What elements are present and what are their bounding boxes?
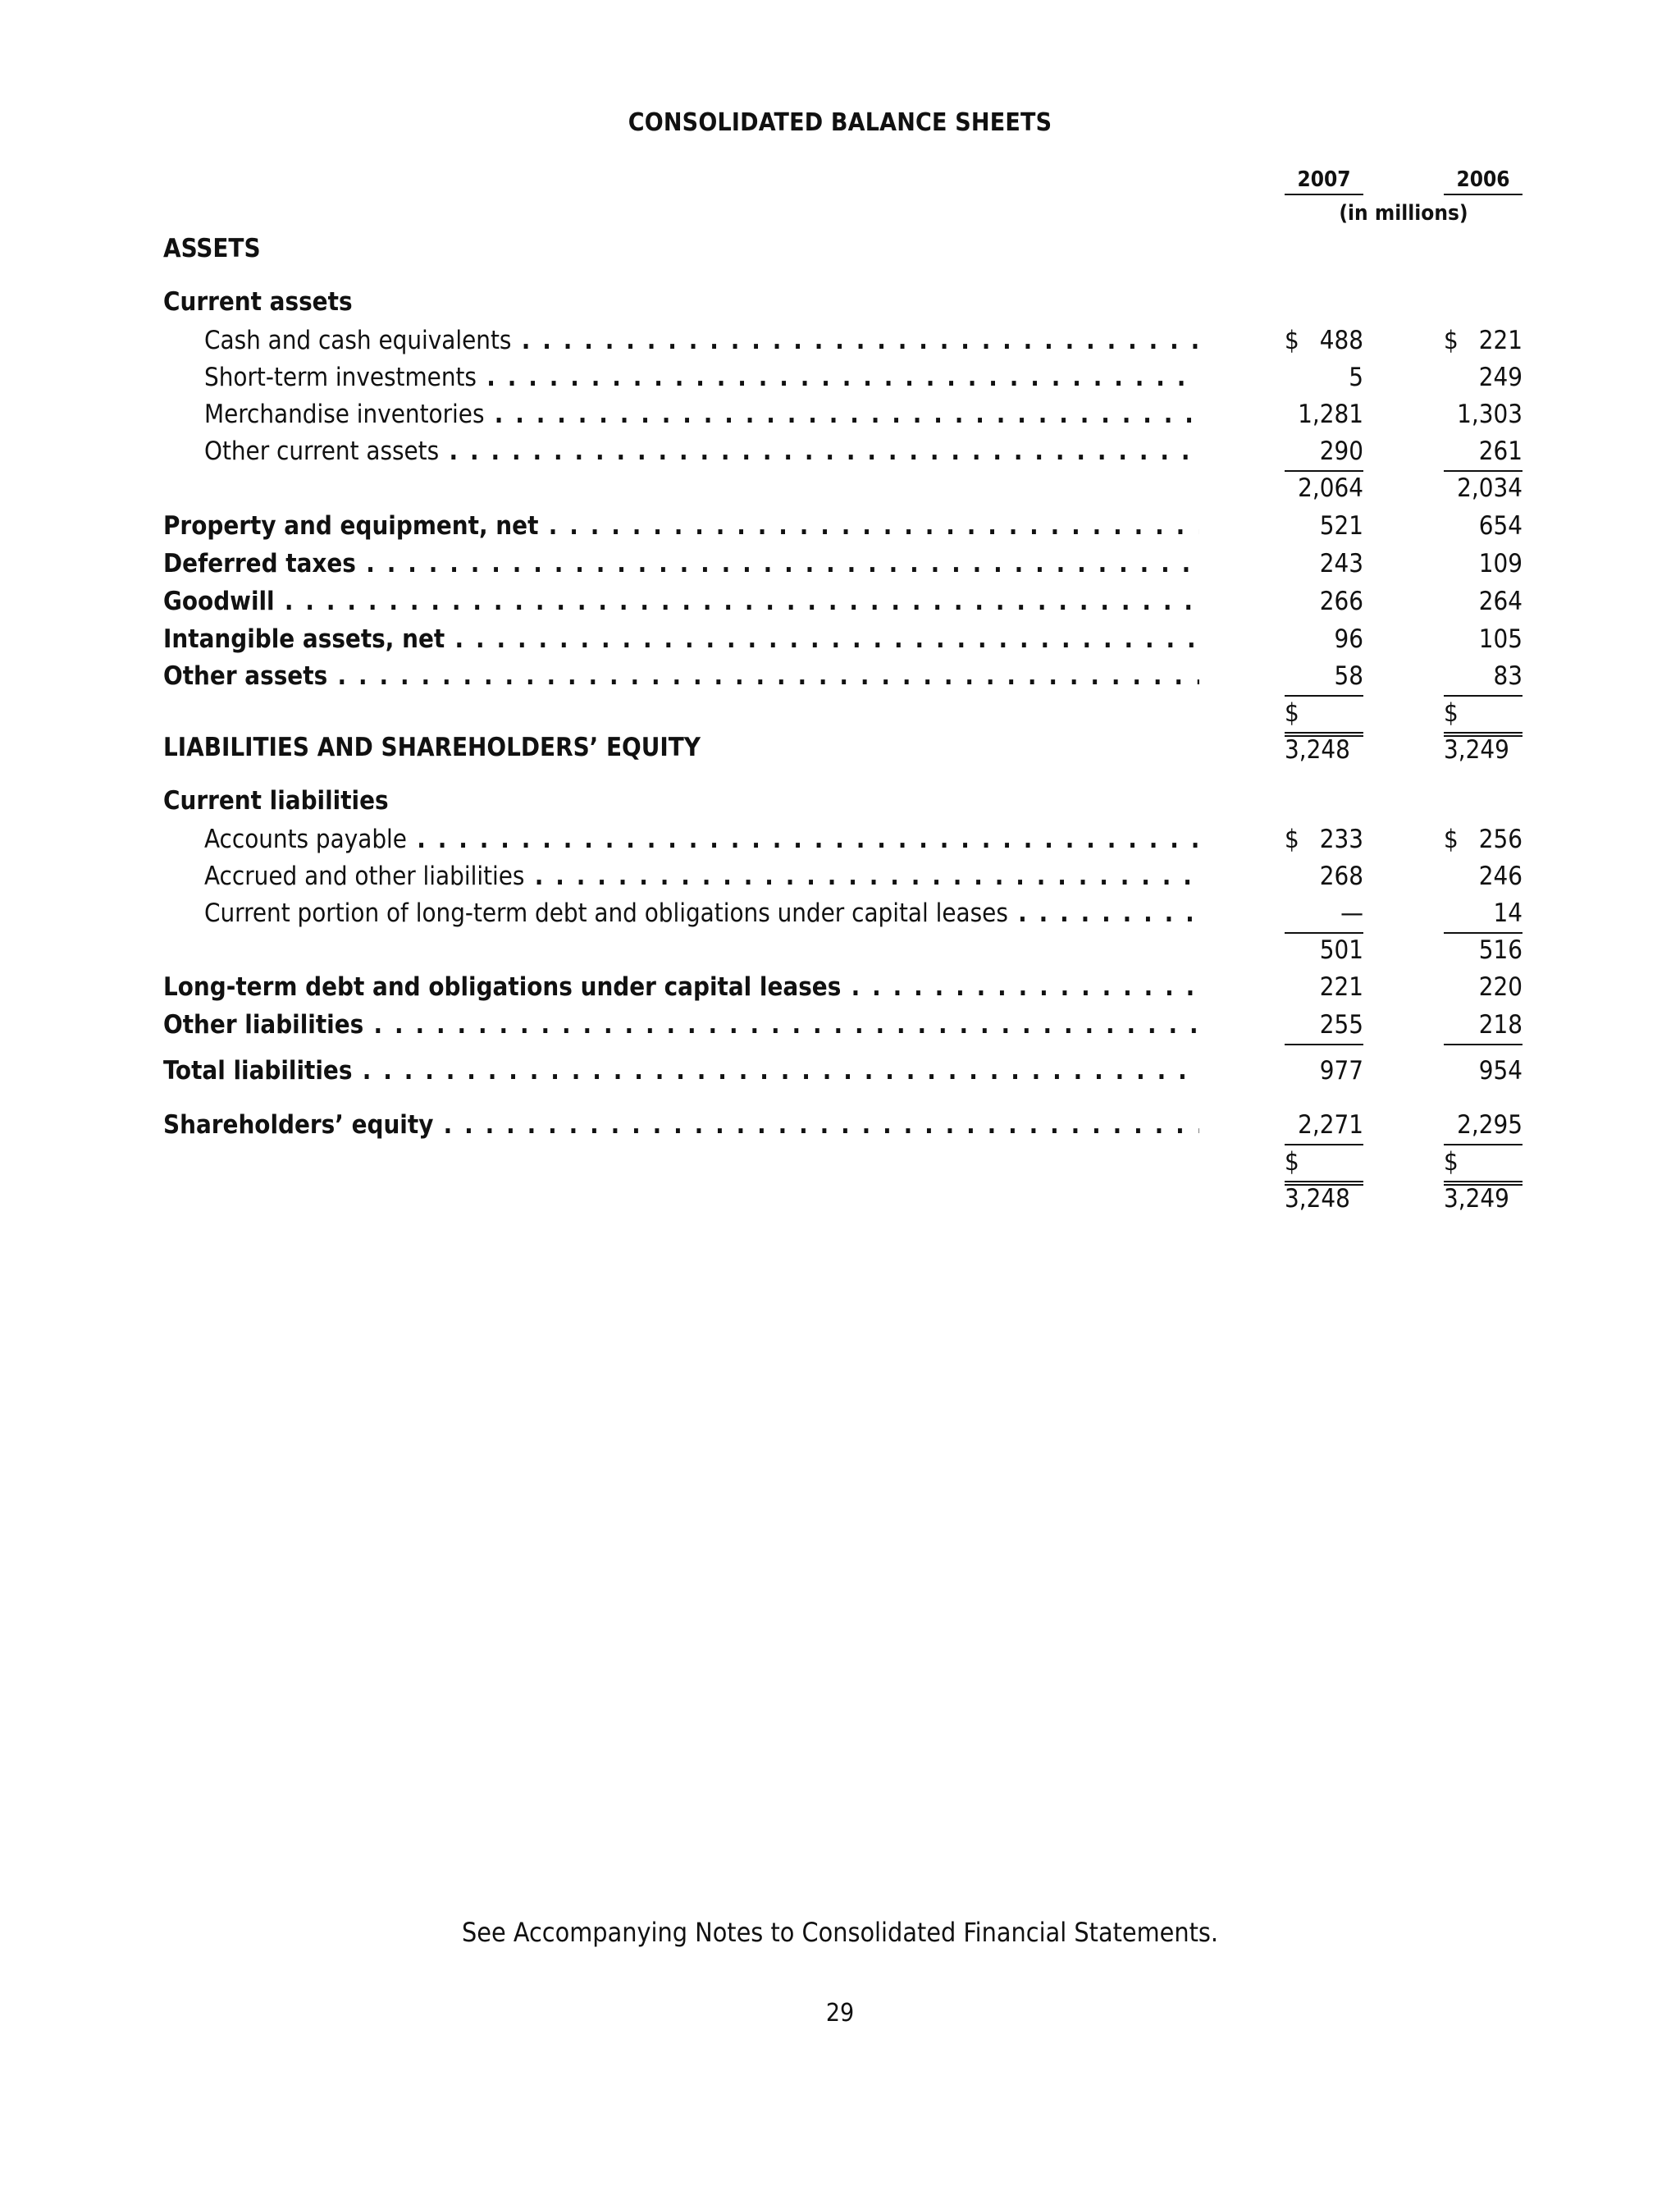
amount: $ 3,249 bbox=[1444, 1147, 1509, 1214]
value-2006 bbox=[1444, 396, 1522, 433]
value-2007 bbox=[1285, 583, 1363, 620]
amount: 105 bbox=[1478, 624, 1522, 654]
row-label: Intangible assets, net . . . bbox=[163, 621, 1199, 658]
table-row bbox=[0, 433, 1680, 470]
value-2007 bbox=[1285, 1144, 1363, 1214]
amount: 501 bbox=[1319, 935, 1363, 965]
value-2007 bbox=[1285, 969, 1363, 1006]
value-2007 bbox=[1285, 932, 1363, 969]
amount: 14 bbox=[1493, 898, 1522, 928]
row-label: Current portion of long-term debt and obligations under capital leases . . . bbox=[204, 895, 1199, 932]
value-2006 bbox=[1444, 359, 1522, 396]
amount: 233 bbox=[1319, 825, 1363, 854]
row-label: Other liabilities . . . bbox=[163, 1007, 1199, 1044]
row-label: Shareholders’ equity . . . bbox=[163, 1107, 1199, 1144]
value-2006 bbox=[1444, 658, 1522, 697]
value-2007 bbox=[1285, 1107, 1363, 1145]
row-label: Other assets . . . bbox=[163, 658, 1199, 695]
amount: 249 bbox=[1478, 363, 1522, 392]
table-row bbox=[0, 1007, 1680, 1044]
amount: 488 bbox=[1319, 326, 1363, 355]
dollar-sign: $ bbox=[1444, 825, 1459, 854]
row-label: Merchandise inventories . . . bbox=[204, 396, 1199, 433]
row-label: Short-term investments . . . bbox=[204, 359, 1199, 396]
amount: 58 bbox=[1334, 661, 1363, 691]
amount: 221 bbox=[1478, 326, 1522, 355]
amount: — bbox=[1340, 898, 1363, 928]
page-title: CONSOLIDATED BALANCE SHEETS bbox=[628, 108, 1052, 137]
value-2007 bbox=[1285, 322, 1363, 359]
footer-note: See Accompanying Notes to Consolidated Financial Statements. bbox=[461, 1917, 1219, 1948]
table-row bbox=[0, 658, 1680, 695]
value-2007 bbox=[1285, 508, 1363, 545]
amount: 246 bbox=[1478, 862, 1522, 891]
amount: 83 bbox=[1493, 661, 1522, 691]
table-row bbox=[0, 322, 1680, 359]
row-label: Other current assets . . . bbox=[204, 433, 1199, 470]
value-2007 bbox=[1285, 1007, 1363, 1045]
value-2007 bbox=[1285, 546, 1363, 583]
row-label: Property and equipment, net . . . bbox=[163, 508, 1199, 545]
amount: 2,295 bbox=[1457, 1110, 1522, 1140]
amount: 220 bbox=[1478, 972, 1522, 1002]
amount: 261 bbox=[1478, 437, 1522, 466]
amount: 243 bbox=[1319, 549, 1363, 578]
value-2006 bbox=[1444, 583, 1522, 620]
row-label: Long-term debt and obligations under capital leases . . . bbox=[163, 969, 1199, 1006]
table-row bbox=[0, 1107, 1680, 1144]
value-2006 bbox=[1444, 546, 1522, 583]
amount: 516 bbox=[1478, 935, 1522, 965]
column-header-2006: 2006 bbox=[1456, 167, 1510, 192]
amount: 654 bbox=[1478, 511, 1522, 541]
table-row bbox=[0, 583, 1680, 620]
current-liabilities-heading: Current liabilities bbox=[163, 786, 389, 816]
value-2006 bbox=[1444, 508, 1522, 545]
value-2006 bbox=[1444, 621, 1522, 658]
amount: 290 bbox=[1319, 437, 1363, 466]
amount: $ 3,249 bbox=[1444, 698, 1509, 765]
assets-heading: ASSETS bbox=[163, 234, 261, 263]
value-2007 bbox=[1285, 359, 1363, 396]
units-note: (in millions) bbox=[1339, 201, 1468, 226]
current-assets-heading: Current assets bbox=[163, 287, 353, 317]
value-2006 bbox=[1444, 433, 1522, 472]
value-2007 bbox=[1285, 821, 1363, 858]
row-label: Deferred taxes . . . bbox=[163, 546, 1199, 583]
value-2007 bbox=[1285, 895, 1363, 934]
amount: 521 bbox=[1319, 511, 1363, 541]
table-row bbox=[0, 546, 1680, 583]
table-row bbox=[0, 821, 1680, 858]
table-row bbox=[0, 895, 1680, 932]
value-2007 bbox=[1285, 396, 1363, 433]
amount: $ 3,248 bbox=[1285, 698, 1350, 765]
row-label: Total liabilities . . . bbox=[163, 1053, 1199, 1090]
value-2007 bbox=[1285, 695, 1363, 765]
value-2007 bbox=[1285, 433, 1363, 472]
value-2006 bbox=[1444, 1107, 1522, 1145]
value-2006 bbox=[1444, 969, 1522, 1006]
table-row bbox=[0, 621, 1680, 658]
subtotal-row bbox=[0, 470, 1680, 507]
dollar-sign: $ bbox=[1285, 825, 1299, 854]
dollar-sign: $ bbox=[1285, 326, 1299, 355]
amount: 977 bbox=[1319, 1056, 1363, 1086]
total-liabilities-equity-row bbox=[0, 1144, 1680, 1214]
amount: 266 bbox=[1319, 587, 1363, 616]
value-2006 bbox=[1444, 932, 1522, 969]
amount: 1,281 bbox=[1298, 400, 1363, 429]
amount: $ 3,248 bbox=[1285, 1147, 1350, 1214]
column-rule bbox=[1444, 194, 1522, 195]
table-row bbox=[0, 969, 1680, 1006]
row-label: Accrued and other liabilities . . . bbox=[204, 858, 1199, 895]
amount: 255 bbox=[1319, 1010, 1363, 1040]
amount: 1,303 bbox=[1457, 400, 1522, 429]
row-label: Accounts payable . . . bbox=[204, 821, 1199, 858]
value-2007 bbox=[1285, 658, 1363, 697]
value-2006 bbox=[1444, 1007, 1522, 1045]
amount: 5 bbox=[1349, 363, 1363, 392]
value-2007 bbox=[1285, 1053, 1363, 1090]
table-row bbox=[0, 396, 1680, 433]
row-label: Cash and cash equivalents . . . bbox=[204, 322, 1199, 359]
value-2006 bbox=[1444, 821, 1522, 858]
amount: 2,271 bbox=[1298, 1110, 1363, 1140]
column-rule bbox=[1285, 194, 1363, 195]
table-row bbox=[0, 508, 1680, 545]
value-2007 bbox=[1285, 621, 1363, 658]
value-2006 bbox=[1444, 1053, 1522, 1090]
column-header-2007: 2007 bbox=[1297, 167, 1351, 192]
amount: 256 bbox=[1478, 825, 1522, 854]
value-2006 bbox=[1444, 695, 1522, 765]
subtotal-row bbox=[0, 932, 1680, 969]
table-row bbox=[0, 359, 1680, 396]
value-2006 bbox=[1444, 470, 1522, 507]
amount: 221 bbox=[1319, 972, 1363, 1002]
amount: 218 bbox=[1478, 1010, 1522, 1040]
amount: 96 bbox=[1334, 624, 1363, 654]
table-row bbox=[0, 858, 1680, 895]
amount: 264 bbox=[1478, 587, 1522, 616]
amount: 2,064 bbox=[1298, 473, 1363, 503]
value-2007 bbox=[1285, 858, 1363, 895]
value-2006 bbox=[1444, 858, 1522, 895]
amount: 109 bbox=[1478, 549, 1522, 578]
row-label: Goodwill . . . bbox=[163, 583, 1199, 620]
amount: 268 bbox=[1319, 862, 1363, 891]
table-row bbox=[0, 1053, 1680, 1090]
amount: 2,034 bbox=[1457, 473, 1522, 503]
liabilities-heading: LIABILITIES AND SHAREHOLDERS’ EQUITY bbox=[163, 733, 701, 762]
page-number: 29 bbox=[825, 1999, 855, 2028]
value-2006 bbox=[1444, 1144, 1522, 1214]
dollar-sign: $ bbox=[1444, 326, 1459, 355]
value-2006 bbox=[1444, 895, 1522, 934]
value-2006 bbox=[1444, 322, 1522, 359]
value-2007 bbox=[1285, 470, 1363, 507]
amount: 954 bbox=[1478, 1056, 1522, 1086]
